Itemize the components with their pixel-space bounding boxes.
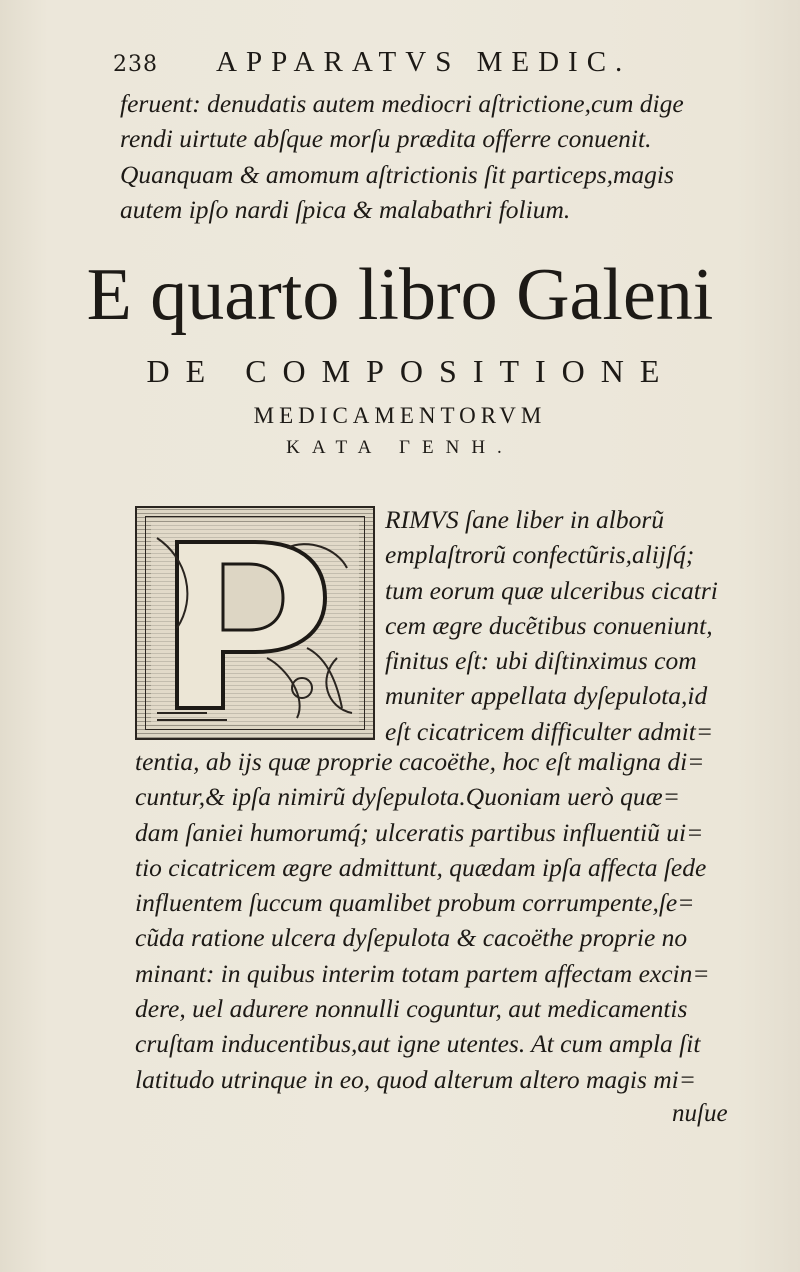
text-line: eſt cicatricem difficulter admit= [385,716,714,746]
chapter-title: E quarto libro Galeni [86,254,714,336]
chapter-subtitle-2: MEDICAMENTORVM [253,403,547,428]
body-paragraph-continued [135,744,775,1097]
text-line: finitus eſt: ubi diſtinximus com [385,646,697,676]
body-paragraph-start [385,502,765,749]
initial-letter-p-icon [137,508,373,738]
page-header [113,44,673,84]
text-line: Quanquam & amomum aſtrictionis ſit particeps,magis [120,159,674,189]
text-line: latitudo utrinque in eo, quod alterum altero magis mi= [135,1064,696,1094]
text-line: dere, uel adurere nonnulli coguntur, aut medicamentis [135,994,688,1024]
text-line: dam ſaniei humorumq́; ulceratis partibus influentiũ ui= [135,817,704,847]
text-line: autem ipſo nardi ſpica & malabathri folium. [120,194,571,224]
text-line: tio cicatricem ægre admittunt, quædam ipſa affecta ſede [135,852,707,882]
text-line: cem ægre ducẽtibus conueniunt, [385,610,713,640]
text-line: feruent: denudatis autem mediocri aſtrictione,cum dige [120,89,684,118]
text-line: tentia, ab ijs quæ proprie cacoëthe, hoc eſt maligna di= [135,747,705,776]
decorated-initial-p [135,506,375,740]
text-line: emplaſtrorũ confectũris,alijſq́; [385,540,695,570]
text-line: cũda ratione ulcera dyſepulota & cacoëthe proprie no [135,923,688,953]
chapter-subtitle-3: KATA ΓΕΝΗ. [286,437,514,458]
top-paragraph [120,86,760,227]
page-number: 238 [113,52,158,77]
text-line: cruſtam inducentibus,aut igne utentes. At cum ampla ſit [135,1029,701,1059]
text-line: cuntur,& ipſa nimirũ dyſepulota.Quoniam uerò quæ= [135,782,680,812]
text-line: tum eorum quæ ulceribus cicatri [385,575,718,605]
text-line: minant: in quibus interim totam partem affectam excin= [135,958,710,988]
text-line: RIMVS ſane liber in alborũ [385,505,665,534]
running-head: APPARATVS MEDIC. [216,46,632,78]
text-line: muniter appellata dyſepulota,id [385,681,708,711]
chapter-subtitle-1: DE COMPOSITIONE [146,353,676,389]
catchword: nuſue [672,1100,728,1127]
text-line: rendi uirtute abſque morſu prædita offerre conuenit. [120,124,652,154]
text-line: influentem ſuccum quamlibet probum corrumpente,ſe= [135,888,695,918]
